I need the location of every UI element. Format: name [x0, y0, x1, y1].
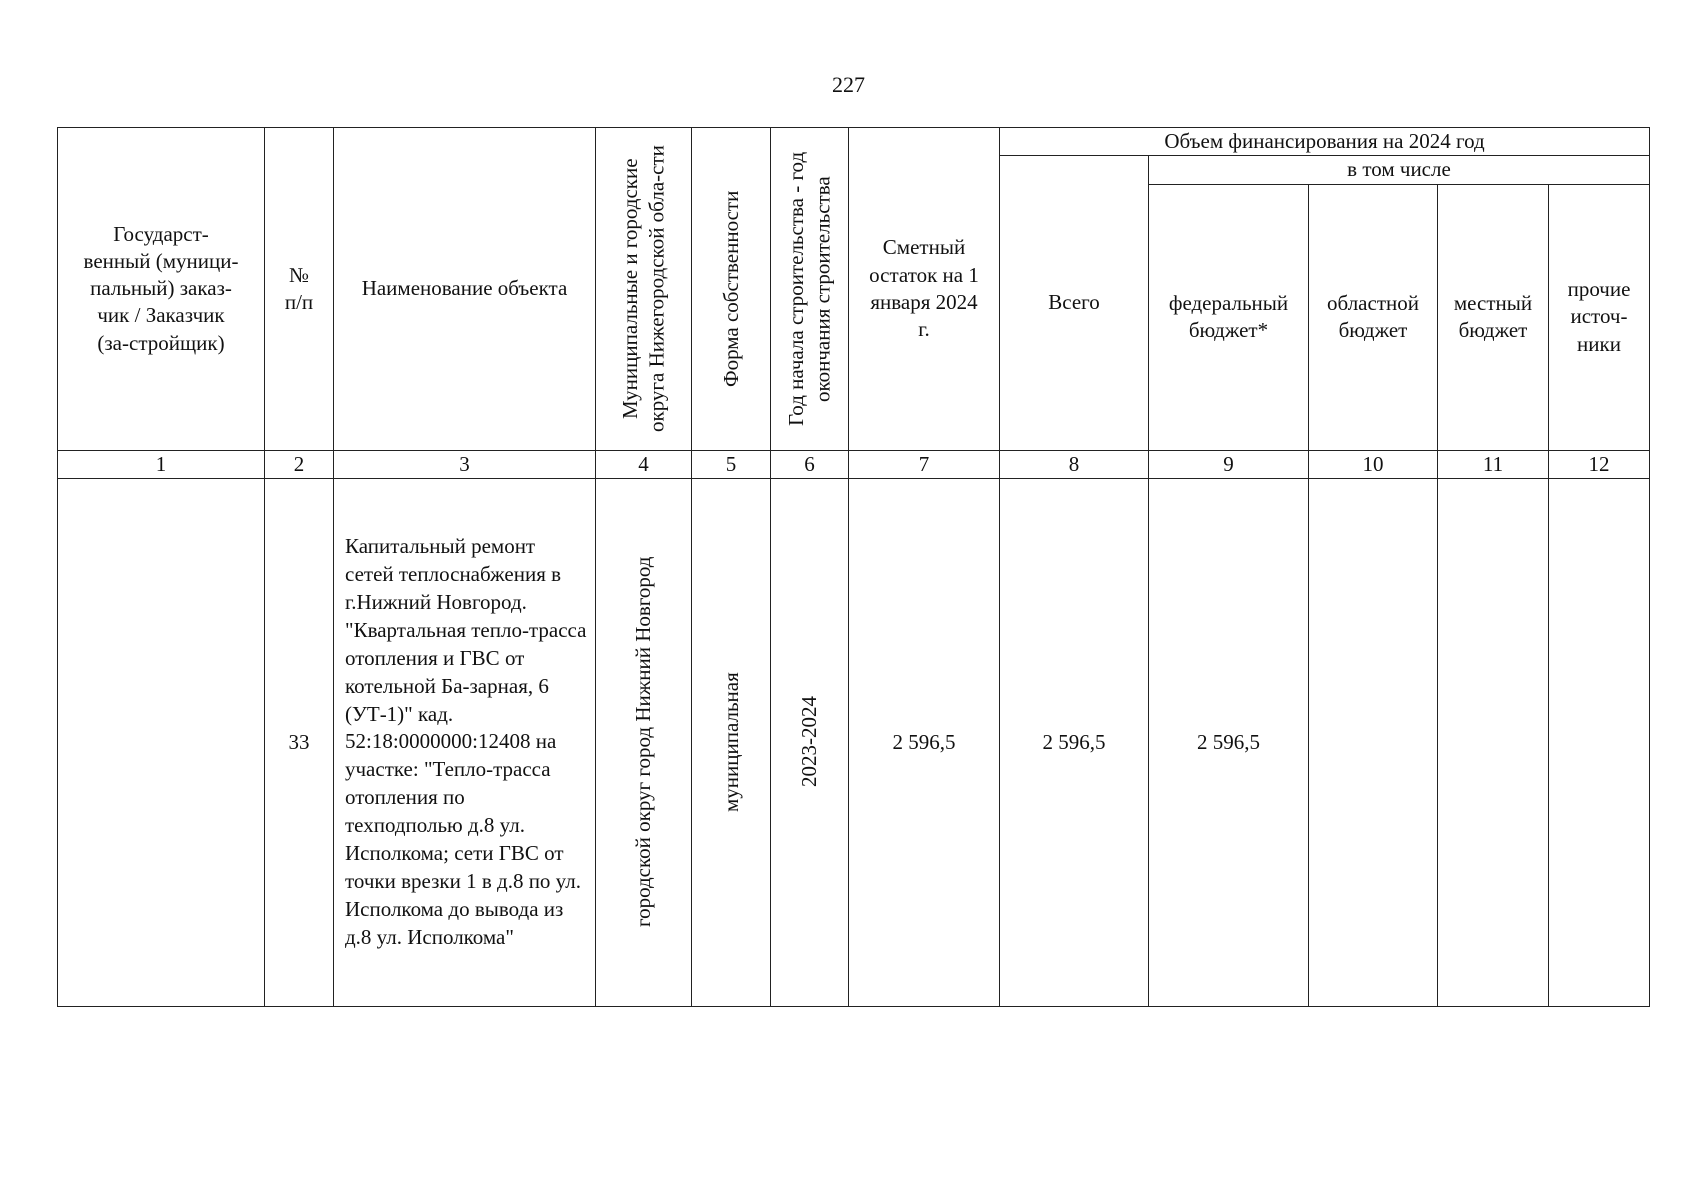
cell-number: 33 [265, 478, 334, 1006]
header-including-group-label: в том числе [1347, 157, 1451, 182]
page-number: 227 [832, 72, 865, 97]
column-number-row [58, 450, 1650, 478]
cell-estimate: 2 596,5 [849, 478, 1000, 1006]
header-customer [58, 128, 265, 451]
column-number: 7 [849, 450, 1000, 478]
header-estimate-label: Сметный остаток на 1 января 2024 г. [869, 235, 979, 342]
cell-ownership [692, 478, 771, 1006]
cell-local [1438, 478, 1549, 1006]
object-name-text: Капитальный ремонт сетей теплоснабжения в г.Нижний Новгород. "Квартальная тепло-трасса отопления и ГВС от котельной Ба-зарная, 6 (УТ-1)" кад. 52:18:0000000:12408 на участке: "Тепло-трасса отопления по техподполью д.8 ул. Исполкома; сети ГВС от точки врезки 1 в д.8 по ул. Исполкома до вывода из д.8 ул. Исполкома" [345, 533, 587, 949]
cell-object-name [334, 478, 596, 1006]
header-funding-group [1000, 128, 1650, 156]
header-local-label: местный бюджет [1453, 290, 1533, 343]
cell-regional [1309, 478, 1438, 1006]
header-other-label: прочие источ-ники [1567, 277, 1631, 356]
table-row [58, 478, 1650, 1006]
column-number: 11 [1438, 450, 1549, 478]
column-number: 9 [1149, 450, 1309, 478]
cell-federal: 2 596,5 [1149, 478, 1309, 1006]
years-text: 2023-2024 [797, 696, 822, 788]
header-other [1549, 184, 1650, 450]
financing-table [57, 127, 1650, 1007]
header-total-label: Всего [1048, 290, 1100, 315]
header-ownership [692, 128, 771, 451]
cell-municipality [596, 478, 692, 1006]
column-number: 5 [692, 450, 771, 478]
column-number: 1 [58, 450, 265, 478]
cell-total: 2 596,5 [1000, 478, 1149, 1006]
column-number: 8 [1000, 450, 1149, 478]
cell-customer [58, 478, 265, 1006]
cell-other [1549, 478, 1650, 1006]
header-object-name-label: Наименование объекта [361, 276, 568, 301]
header-estimate [849, 128, 1000, 451]
header-total [1000, 156, 1149, 450]
header-local [1438, 184, 1549, 450]
header-federal-label: федеральный бюджет* [1168, 290, 1289, 343]
column-number: 12 [1549, 450, 1650, 478]
header-object-name [334, 128, 596, 451]
header-regional-label: областной бюджет [1327, 290, 1419, 343]
column-number: 2 [265, 450, 334, 478]
header-regional [1309, 184, 1438, 450]
column-number: 10 [1309, 450, 1438, 478]
column-number: 6 [771, 450, 849, 478]
header-customer-label: Государст-венный (муници-пальный) заказ-чик / Заказчик (за-стройщик) [83, 221, 239, 355]
cell-years [771, 478, 849, 1006]
header-municipality [596, 128, 692, 451]
ownership-text: муниципальная [718, 672, 743, 813]
municipality-text: городской округ город Нижний Новгород [631, 557, 656, 928]
header-years-label: Год начала строительства - год окончания строительства [784, 151, 835, 426]
header-number-label: № п/п [284, 262, 314, 314]
header-funding-group-label: Объем финансирования на 2024 год [1164, 129, 1485, 153]
column-number: 4 [596, 450, 692, 478]
header-years [771, 128, 849, 451]
header-ownership-label: Форма собственности [718, 190, 743, 387]
header-federal [1149, 184, 1309, 450]
header-row [58, 128, 1650, 156]
header-including-group [1149, 156, 1650, 184]
header-number [265, 128, 334, 451]
column-number: 3 [334, 450, 596, 478]
header-municipality-label: Муниципальные и городские округа Нижегородской обла-сти [618, 145, 669, 433]
